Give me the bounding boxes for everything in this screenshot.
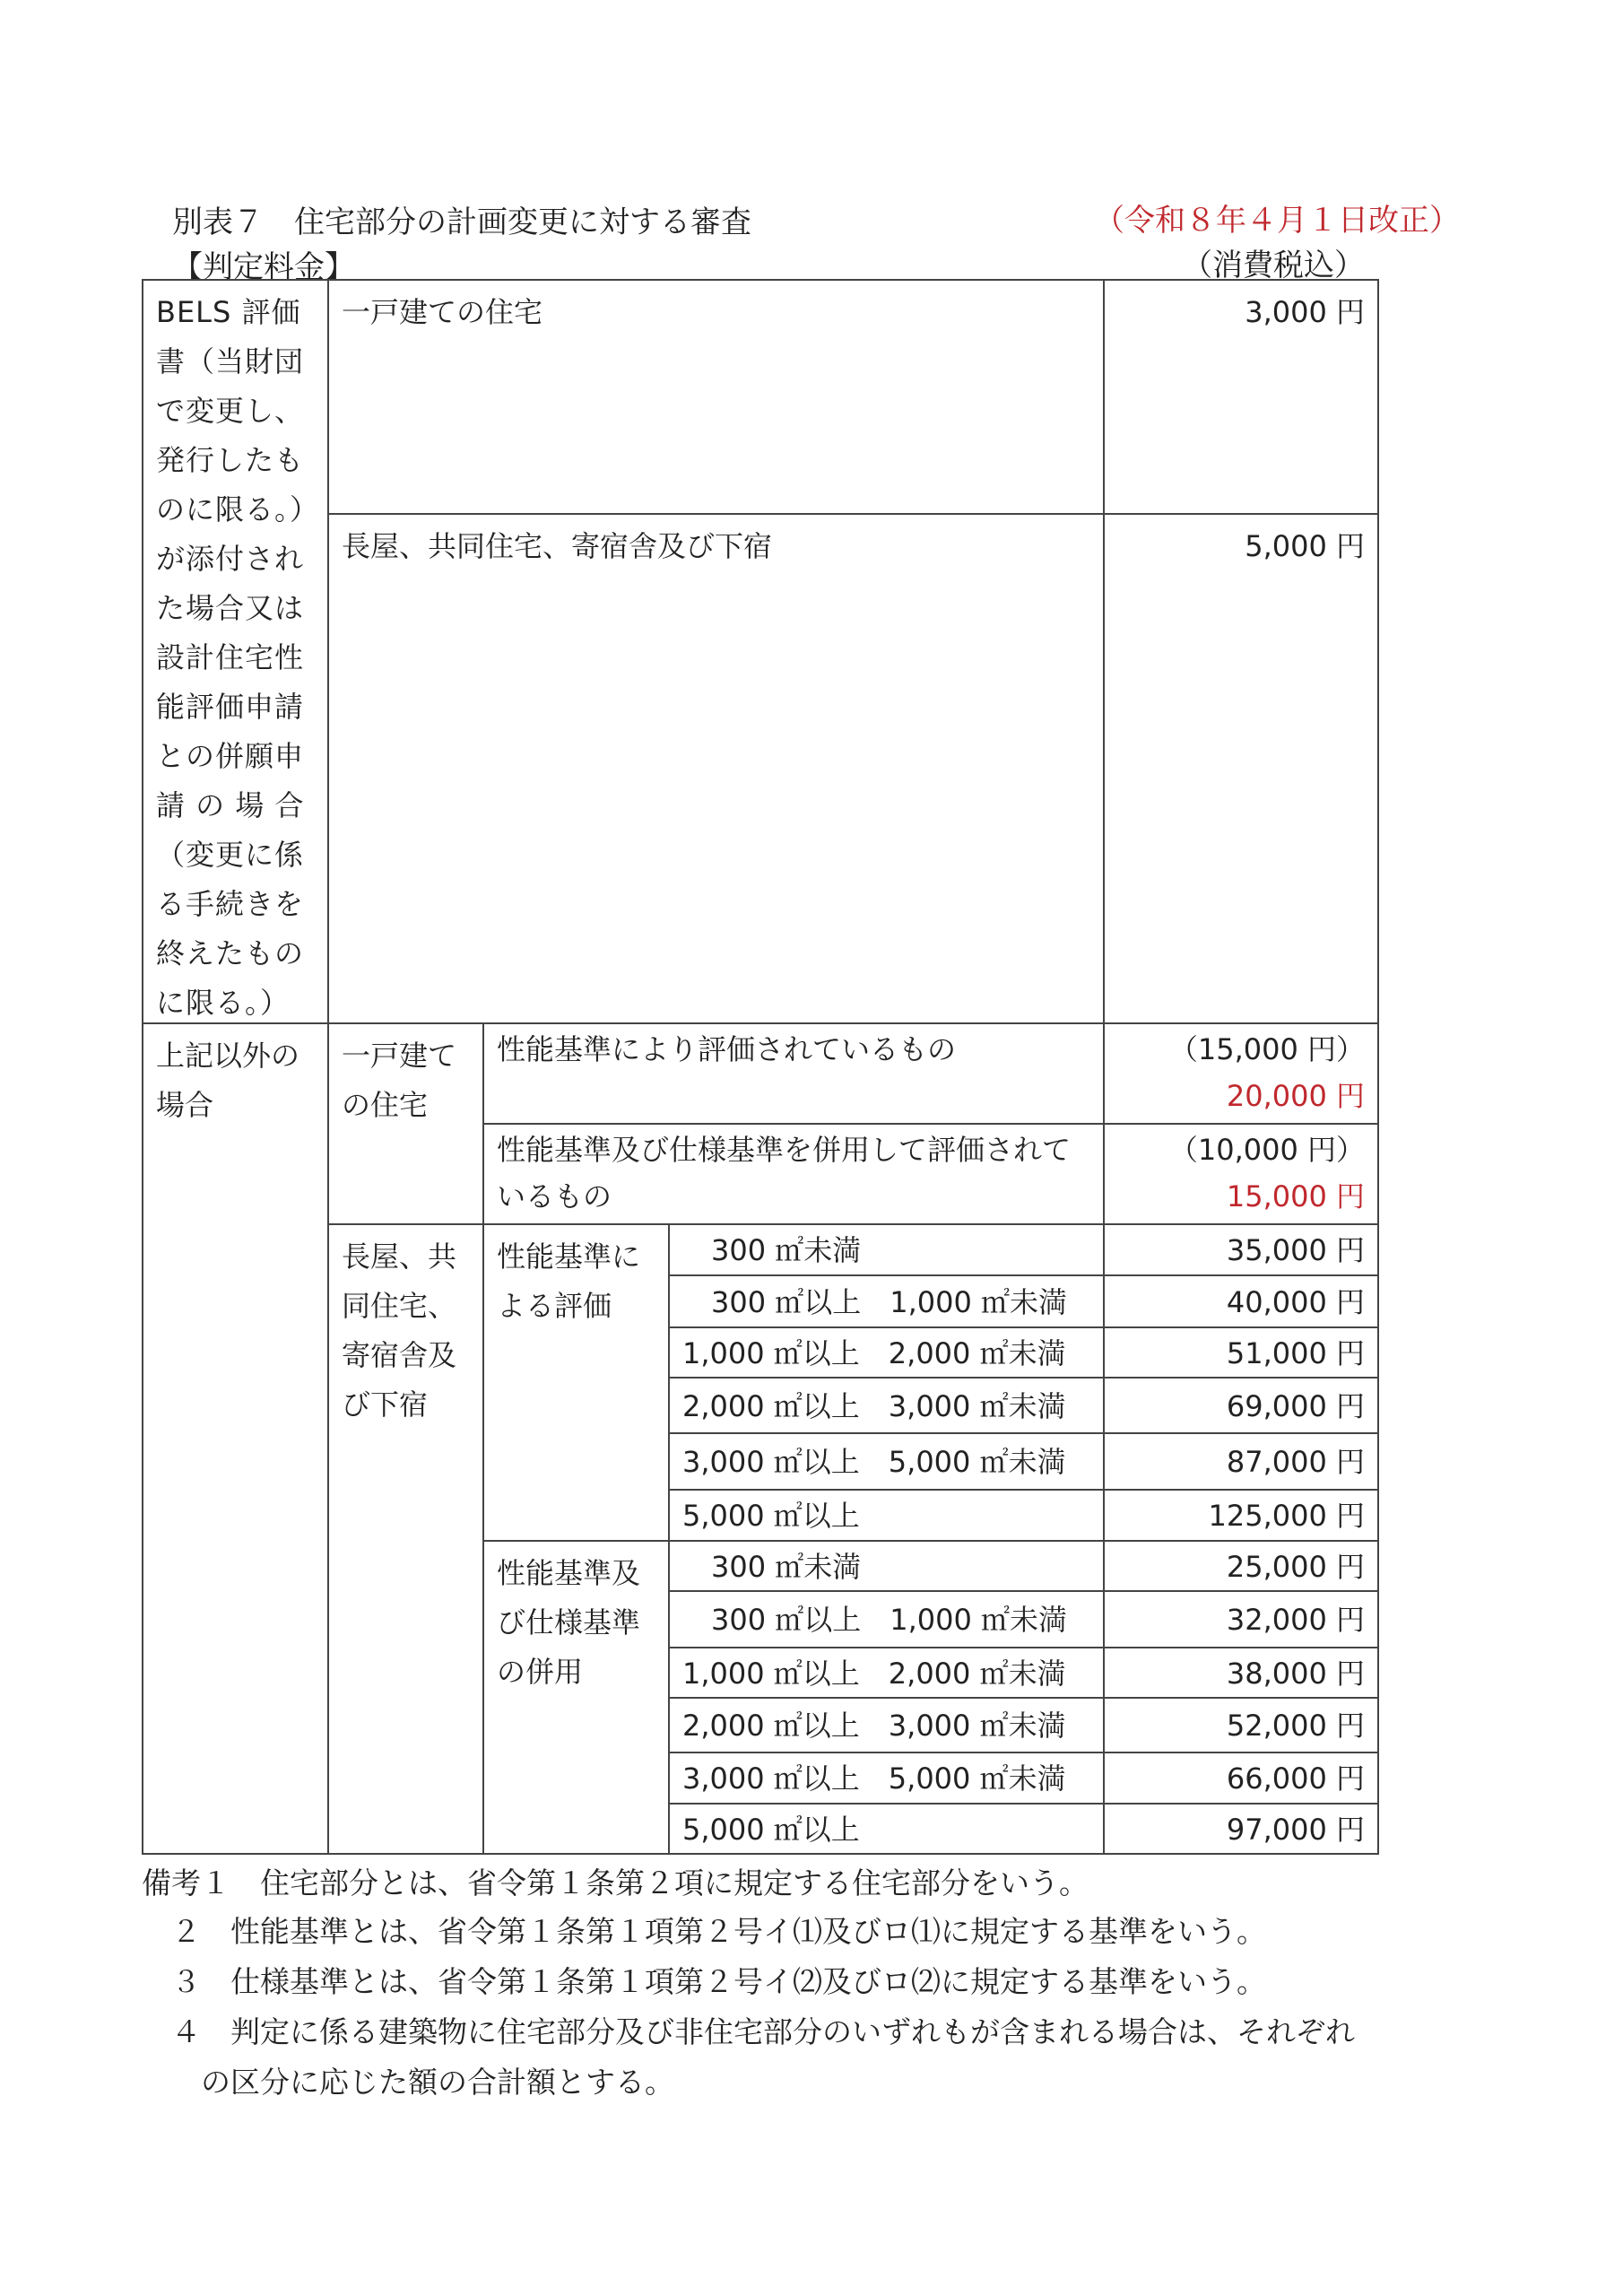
method-label-cell: [482, 1540, 670, 1855]
cell-text: 38,000 円: [1226, 1657, 1365, 1691]
cell-text: び下宿: [342, 1387, 429, 1422]
cell-text: 設計住宅性: [156, 640, 305, 674]
fee-cell: [1103, 1274, 1379, 1328]
fee-cell: [1103, 1803, 1379, 1855]
cell-text: 発行したも: [156, 443, 305, 477]
note-line: ２ 性能基準とは、省令第１条第１項第２号イ⑴及びロ⑴に規定する基準をいう。: [142, 1914, 1266, 1949]
cell-text: 長屋、共同住宅、寄宿舎及び下宿: [342, 529, 773, 563]
note-line: 備考１ 住宅部分とは、省令第１条第２項に規定する住宅部分をいう。: [142, 1866, 1089, 1900]
note-line: ４ 判定に係る建築物に住宅部分及び非住宅部分のいずれもが含まれる場合は、それぞれ: [142, 2014, 1355, 2049]
cell-text: 2,000 ㎡以上 3,000 ㎡未満: [682, 1389, 1066, 1423]
cell-text: 300 ㎡未満: [682, 1550, 862, 1584]
cell-text: 同住宅、: [342, 1289, 457, 1323]
note-line: の区分に応じた額の合計額とする。: [142, 2065, 674, 2100]
area-cell: [668, 1803, 1105, 1855]
cell-text: る手続きを: [156, 887, 305, 921]
revision-date: （令和８年４月１日改正）: [1094, 203, 1460, 239]
cell-text: いるもの: [497, 1179, 612, 1213]
cell-text: 能評価申請: [156, 690, 305, 724]
cell-text: BELS 評価: [156, 295, 301, 329]
area-cell: [668, 1326, 1105, 1378]
cell-text: 5,000 円: [1245, 529, 1365, 563]
area-cell: [668, 1697, 1105, 1753]
area-cell: [668, 1223, 1105, 1276]
multi-label-cell: [327, 1223, 484, 1855]
cell-text: 25,000 円: [1226, 1550, 1365, 1584]
cell-text: 一戸建て: [342, 1039, 457, 1073]
fee-cell: [1103, 1326, 1379, 1378]
fee-cell: [1103, 1752, 1379, 1805]
cell-text: 300 ㎡以上 1,000 ㎡未満: [682, 1603, 1068, 1637]
cell-text: よる評価: [497, 1289, 612, 1323]
cell-text: 性能基準及: [497, 1556, 641, 1590]
cell-text: 性能基準及び仕様基準を併用して評価されて: [497, 1133, 1072, 1167]
cell-text: の併用: [497, 1655, 584, 1689]
cell-text: が添付され: [156, 542, 305, 576]
cell-text: 2,000 ㎡以上 3,000 ㎡未満: [682, 1709, 1066, 1743]
bels-type-cell: [327, 513, 1105, 1024]
bels-fee-cell: [1103, 279, 1379, 515]
method-label-cell: [482, 1223, 670, 1542]
fee-cell: [1103, 1377, 1379, 1434]
detached-fee-cell: [1103, 1022, 1379, 1125]
fee-cell: [1103, 1647, 1379, 1699]
cell-text: 3,000 ㎡以上 5,000 ㎡未満: [682, 1761, 1066, 1796]
cell-text: 87,000 円: [1226, 1445, 1365, 1479]
bels-label-cell: [142, 279, 329, 1024]
cell-text: 3,000 ㎡以上 5,000 ㎡未満: [682, 1445, 1066, 1479]
cell-text: （10,000 円）: [1168, 1133, 1365, 1167]
cell-text: で変更し、: [156, 394, 305, 428]
bels-type-cell: [327, 279, 1105, 515]
cell-text: 3,000 円: [1245, 295, 1365, 329]
cell-text: 場合: [156, 1088, 214, 1122]
area-cell: [668, 1647, 1105, 1699]
cell-text: 300 ㎡未満: [682, 1233, 862, 1267]
area-cell: [668, 1540, 1105, 1592]
fee-cell: [1103, 1590, 1379, 1648]
area-cell: [668, 1377, 1105, 1434]
cell-text: との併願申: [156, 739, 305, 773]
note-line: ３ 仕様基準とは、省令第１条第１項第２号イ⑵及びロ⑵に規定する基準をいう。: [142, 1964, 1266, 1999]
cell-text: 請 の 場 合: [156, 788, 305, 822]
cell-text: 32,000 円: [1226, 1603, 1365, 1637]
fee-cell: [1103, 1697, 1379, 1753]
subtitle: 【判定料金】: [172, 249, 355, 285]
cell-text: 長屋、共: [342, 1239, 457, 1274]
cell-text: に限る。）: [156, 986, 291, 1020]
page-title: 別表７ 住宅部分の計画変更に対する審査: [172, 204, 751, 240]
area-cell: [668, 1274, 1105, 1328]
area-cell: [668, 1432, 1105, 1491]
fee-cell: [1103, 1223, 1379, 1276]
cell-text: （15,000 円）: [1168, 1032, 1365, 1066]
cell-text: 125,000 円: [1208, 1499, 1365, 1533]
cell-text: 書（当財団: [156, 344, 305, 378]
area-cell: [668, 1752, 1105, 1805]
cell-text: 69,000 円: [1226, 1389, 1365, 1423]
cell-text: 性能基準に: [497, 1239, 641, 1274]
fee-cell: [1103, 1489, 1379, 1542]
other-label-cell: [142, 1022, 329, 1855]
detached-fee-cell: [1103, 1123, 1379, 1225]
cell-text: 35,000 円: [1226, 1233, 1365, 1267]
area-cell: [668, 1590, 1105, 1648]
detached-desc-cell: [482, 1022, 1105, 1125]
cell-text: び仕様基準: [497, 1605, 641, 1639]
cell-text: 51,000 円: [1226, 1336, 1365, 1370]
area-cell: [668, 1489, 1105, 1542]
cell-text: 寄宿舎及: [342, 1338, 457, 1372]
cell-text: 66,000 円: [1226, 1761, 1365, 1796]
detached-desc-cell: [482, 1123, 1105, 1225]
detached-label-cell: [327, 1022, 484, 1225]
cell-text: 1,000 ㎡以上 2,000 ㎡未満: [682, 1657, 1066, 1691]
cell-text: 5,000 ㎡以上: [682, 1813, 860, 1847]
bels-fee-cell: [1103, 513, 1379, 1024]
cell-text: 97,000 円: [1226, 1813, 1365, 1847]
cell-text: 40,000 円: [1226, 1285, 1365, 1319]
cell-text: 性能基準により評価されているもの: [497, 1032, 957, 1066]
cell-text: のに限る。）: [156, 492, 320, 526]
cell-text: （変更に係: [156, 838, 305, 872]
tax-note: （消費税込）: [1182, 248, 1365, 283]
cell-text: 15,000 円: [1226, 1179, 1365, 1213]
cell-text: 一戸建ての住宅: [342, 295, 543, 329]
fee-cell: [1103, 1540, 1379, 1592]
cell-text: 5,000 ㎡以上: [682, 1499, 860, 1533]
cell-text: 52,000 円: [1226, 1709, 1365, 1743]
cell-text: 上記以外の: [156, 1039, 300, 1073]
cell-text: の住宅: [342, 1088, 429, 1122]
cell-text: た場合又は: [156, 591, 305, 625]
cell-text: 終えたもの: [156, 936, 305, 970]
cell-text: 20,000 円: [1226, 1079, 1365, 1113]
cell-text: 300 ㎡以上 1,000 ㎡未満: [682, 1285, 1068, 1319]
cell-text: 1,000 ㎡以上 2,000 ㎡未満: [682, 1336, 1066, 1370]
fee-cell: [1103, 1432, 1379, 1491]
